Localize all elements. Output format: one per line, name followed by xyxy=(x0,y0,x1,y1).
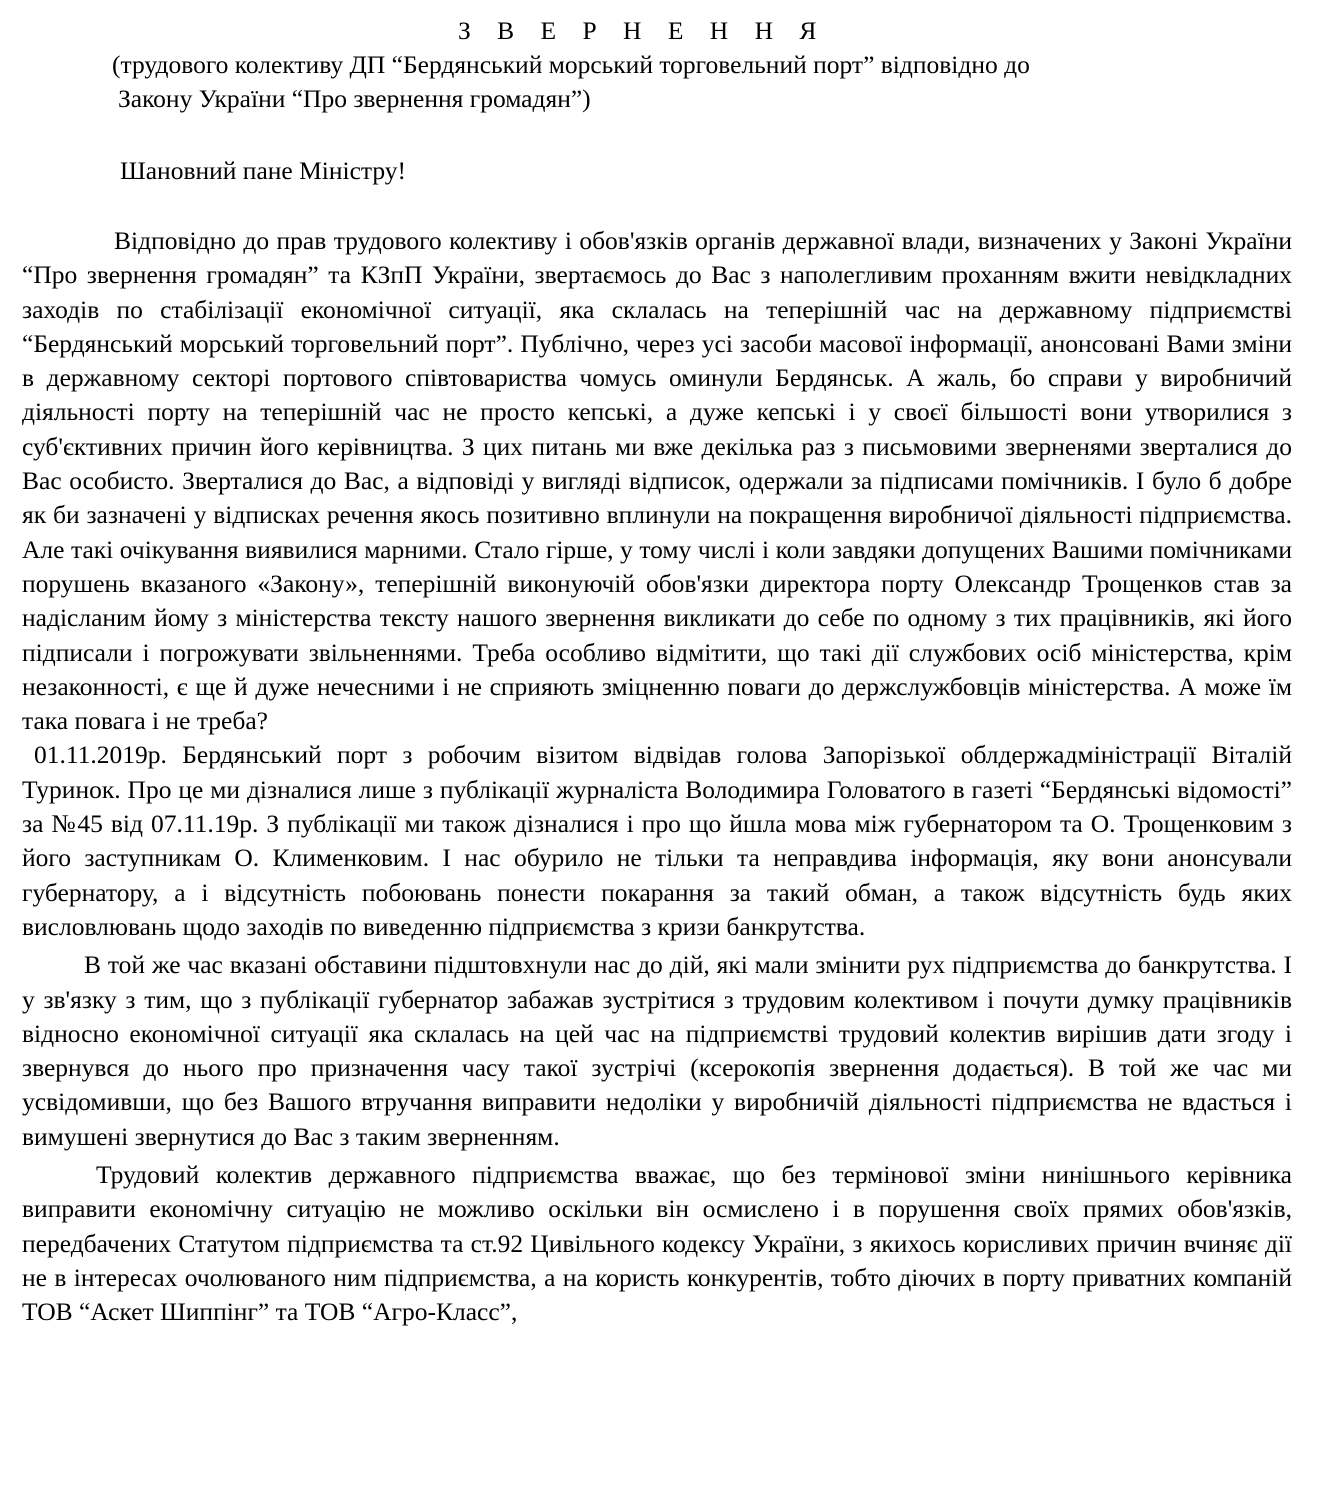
document-page xyxy=(22,14,1292,1330)
paragraph-3: В той же час вказані обставини підштовхнули нас до дій, які мали змінити рух підприємства до банкрутства. І у зв'язку з тим, що з публікації губернатор забажав зустрітися з трудовим колективом і почути думку працівників відносно економічної ситуації яка склалась на цей час на підприємстві трудовий колектив вирішив дати згоду і звернувся до нього про призначення часу такої зустрічі (ксерокопія звернення додається). В той же час ми усвідомивши, що без Вашого втручання виправити недоліки у виробничій діяльності підприємства не вдасться і вимушені звернутися до Вас з таким зверненням. xyxy=(22,950,1292,1151)
document-subtitle-line-1: (трудового колективу ДП “Бердянський морський торговельний порт” відповідно до xyxy=(112,50,1030,79)
salutation: Шановний пане Міністру! xyxy=(120,156,407,185)
document-title: З В Е Р Н Е Н Н Я xyxy=(458,16,827,45)
document-subtitle-line-2: Закону України “Про звернення громадян”) xyxy=(118,84,591,113)
paragraph-4: Трудовий колектив державного підприємства вважає, що без термінової зміни нинішнього керівника виправити економічну ситуацію не можливо оскільки він осмислено і в порушення своїх прямих обов'язків, передбачених Статутом підприємства та ст.92 Цивільного кодексу України, з якихось корисливих причин вчиняє дії не в інтересах очолюваного ним підприємства, а на користь конкурентів, тобто діючих в порту приватних компаній ТОВ “Аскет Шиппінг” та ТОВ “Агро-Класс”, xyxy=(22,1160,1292,1327)
paragraph-2: 01.11.2019р. Бердянський порт з робочим візитом відвідав голова Запорізької облдержадміністрації Віталій Туринок. Про це ми дізналися лише з публікації журналіста Володимира Головатого в газеті “Бердянські відомості” за №45 від 07.11.19р. З публікації ми також дізналися і про що йшла мова між губернатором та О. Трощенковим з його заступникам О. Клименковим. І нас обурило не тільки та неправдива інформація, яку вони анонсували губернатору, а і відсутність побоювань понести покарання за такий обман, а також відсутність будь яких висловлювань щодо заходів по виведенню підприємства з кризи банкрутства. xyxy=(22,740,1292,941)
paragraph-1: Відповідно до прав трудового колективу і обов'язків органів державної влади, визначених у Законі України “Про звернення громадян” та КЗпП України, звертаємось до Вас з наполегливим проханням вжити невідкладних заходів по стабілізації економічної ситуації, яка склалась на теперішній час на державному підприємстві “Бердянський морський торговельний порт”. Публічно, через усі засоби масової інформації, анонсовані Вами зміни в державному секторі портового співтовариства чомусь оминули Бердянськ. А жаль, бо справи у виробничий діяльності порту на теперішній час не просто кепські, а дуже кепські і у своєї більшості вони утворилися з суб'єктивних причин його керівництва. З цих питань ми вже декілька раз з письмовими звернeнями зверталися до Вас особисто. Зверталися до Вас, а відповіді у вигляді відписок, одержали за підписами помічників. І було б добре як би зазначені у відписках речення якось позитивно вплинули на покращення виробничої діяльності підприємства. Але такі очікування виявилися марними. Стало гірше, у тому числі і коли завдяки допущених Вашими помічниками порушень вказаного «Закону», теперішній виконуючій обов'язки директора порту Олександр Трощенков став за надісланим йому з міністерства тексту нашого звернення викликати до себе по одному з тих працівників, які його підписали і погрожувати звільненнями. Треба особливо відмітити, що такі дії службових осіб міністерства, крім незаконності, є ще й дуже нечесними і не сприяють зміцненню поваги до держслужбовців міністерства. А може їм така повага і не треба? xyxy=(22,226,1292,736)
